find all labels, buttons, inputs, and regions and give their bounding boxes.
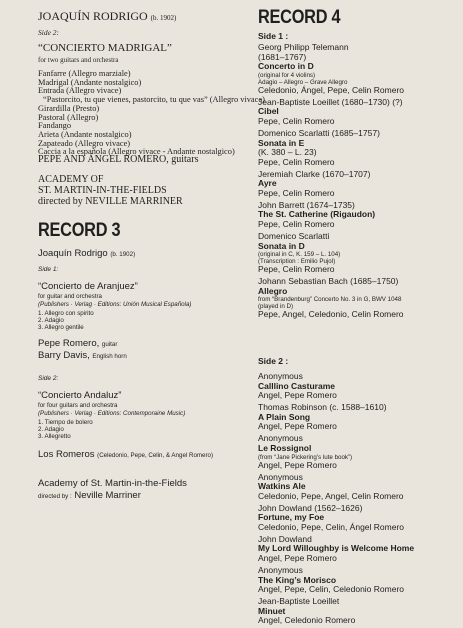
movement-item: 2. Adagio (38, 317, 64, 325)
performer-line (38, 350, 127, 361)
track-entry (258, 372, 458, 401)
composer-date: (b. 1902) (110, 251, 136, 258)
track-note: (original for 4 violins) (258, 71, 316, 79)
track-performers: Angel, Pepe, Celin, Celedonio Romero (258, 584, 405, 595)
track-entry (258, 201, 458, 230)
track-composer: Jean-Baptiste Loeillet (1680–1730) (?) (258, 96, 403, 107)
track-composer: John Barrett (1674–1735) (258, 199, 355, 210)
academy-block (38, 174, 183, 207)
movement-item: Caccia a la española (Allegro vivace - Andante nostalgico) (38, 147, 235, 157)
movement-item: 2. Adagio (38, 426, 64, 434)
track-title: Ayre (258, 178, 277, 189)
composer-name: JOAQUÍN RODRIGO (38, 9, 148, 23)
track-performers: Pepe, Celin Romero (258, 219, 335, 230)
track-entry (258, 535, 458, 564)
track-entry (258, 170, 458, 199)
work-title: “Concierto Andaluz” (38, 390, 122, 401)
movement-item: Zapateado (Allegro vivace) (38, 138, 131, 148)
movement-item: 3. Allegretto (38, 433, 71, 441)
conductor-name: Neville Marriner (74, 490, 141, 501)
track-performers: Pepe, Celin Romero (258, 156, 335, 167)
movement-item: 1. Allegro con spirito (38, 310, 94, 317)
track-title: Concerto in D (258, 61, 314, 72)
track-composer: Domenico Scarlatti (258, 231, 330, 242)
side-label: Side 2: (38, 28, 60, 37)
track-performers: Angel, Pepe Romero (258, 390, 337, 401)
track-entry (258, 232, 458, 275)
movement-item: Fanfarre (Allegro marziale) (38, 69, 131, 78)
movement-item: Pastoral (Allegro) (38, 112, 99, 122)
movement-list (38, 310, 94, 332)
record3-heading: RECORD 3 (38, 220, 121, 241)
track-title: The King’s Morisco (258, 574, 337, 585)
movement-list (38, 419, 93, 441)
track-entry (258, 277, 458, 320)
performer-role: guitar (101, 341, 118, 348)
track-composer: Thomas Robinson (c. 1588–1610) (258, 402, 387, 413)
track-composer: Anonymous (258, 433, 303, 444)
track-performers: (1681–1767) (258, 51, 307, 62)
track-entry (258, 434, 458, 470)
track-performers: Pepe, Angel, Celedonio, Celin Romero (258, 309, 404, 320)
track-composer: Domenico Scarlatti (1685–1757) (258, 127, 380, 138)
track-entry (258, 504, 458, 533)
track-composer: John Dowland (1562–1626) (258, 502, 363, 513)
track-title: A Plain Song (258, 411, 311, 422)
track-entry (258, 566, 458, 595)
performer-line (38, 338, 117, 349)
track-composer: Georg Philipp Telemann (258, 42, 349, 52)
performer-role: English horn (92, 353, 127, 360)
performer-name: Los Romeros (38, 449, 95, 460)
track-performers: Celedonio, Pepe, Angel, Celin Romero (258, 490, 404, 501)
track-title: Watkins Ale (258, 481, 306, 492)
movement-item: Fandango (38, 121, 72, 131)
track-entry (258, 43, 458, 95)
side2-track-list (258, 372, 458, 628)
conductor-line (38, 490, 141, 501)
track-note: (Transcription : Emilio Pujol) (258, 258, 336, 266)
academy-line: directed by NEVILLE MARRINER (38, 196, 183, 207)
movement-item: Arieta (Andante nostalgico) (38, 129, 132, 139)
track-performers: Celedonio, Ángel, Pepe, Celin Romero (258, 84, 405, 95)
side-label: Side 1 : (258, 31, 289, 41)
composer-date: (b. 1902) (150, 14, 177, 22)
work-subtitle: for two guitars and orchestra (38, 56, 119, 64)
movement-item: 3. Allegro gentile (38, 324, 84, 332)
track-title: Minuet (258, 605, 286, 616)
track-title: My Lord Willoughby is Welcome Home (258, 543, 415, 554)
track-entry (258, 98, 458, 127)
academy-line: Academy of St. Martin-in-the-Fields (38, 478, 187, 489)
track-title: Le Rossignol (258, 442, 312, 453)
publisher-note: (Publishers · Verlag · Editions: Unión Musical Española) (38, 301, 192, 308)
work-title: “Concierto de Aranjuez” (38, 281, 138, 292)
track-entry (258, 129, 458, 167)
track-entry (258, 403, 458, 432)
track-composer: Anonymous (258, 565, 303, 576)
track-entry (258, 597, 458, 626)
movement-list (38, 70, 265, 157)
track-title: Cibel (258, 106, 279, 117)
track-composer: John Dowland (258, 533, 312, 544)
movement-item: Entrada (Allegro vivace) (38, 86, 122, 96)
record4-heading: RECORD 4 (258, 7, 341, 28)
movement-item: “Pastorcito, tu que vienes, pastorcito, tu que vas” (Allegro vivace) (43, 95, 265, 105)
track-composer: Johann Sebastian Bach (1685–1750) (258, 276, 399, 287)
side-label: Side 2 : (258, 356, 289, 366)
composer-name: Joaquín Rodrigo (38, 248, 108, 259)
movement-item: 1. Tiempo de bolero (38, 419, 93, 426)
track-entry (258, 473, 458, 502)
track-performers: Angel, Pepe Romero (258, 553, 337, 564)
record3-composer (38, 248, 135, 259)
work-subtitle: for guitar and orchestra (38, 293, 102, 300)
side-label: Side 2: (38, 375, 59, 382)
performer-line (38, 449, 213, 460)
track-title: Sonata in E (258, 137, 305, 148)
track-note: (from “Jane Pickering’s lute book”) (258, 453, 353, 461)
track-composer: Anonymous (258, 371, 303, 381)
track-performers: Pepe, Celin Romero (258, 187, 335, 198)
performer-name: Barry Davis, (38, 350, 90, 361)
movement-item: Madrigal (Andante nostalgico) (38, 77, 142, 87)
work-subtitle: for four guitars and orchestra (38, 402, 118, 409)
track-composer: Jeremiah Clarke (1670–1707) (258, 168, 371, 179)
side-label: Side 1: (38, 266, 59, 273)
academy-line: ST. MARTIN-IN-THE-FIELDS (38, 185, 167, 196)
work-title: “CONCIERTO MADRIGAL” (38, 42, 172, 54)
track-title: Allegro (258, 285, 288, 296)
directed-by-label: directed by : (38, 493, 72, 500)
track-performers: (K. 380 – L. 23) (258, 147, 317, 158)
track-performers: Angel, Pepe Romero (258, 421, 337, 432)
track-note: (played in D) (258, 303, 294, 311)
track-performers: Angel, Celedonio Romero (258, 615, 356, 626)
side1-track-list (258, 43, 458, 322)
academy-line: ACADEMY OF (38, 174, 104, 185)
track-performers: Pepe, Celin Romero (258, 264, 335, 275)
track-performers: Angel, Pepe Romero (258, 459, 337, 470)
track-composer: Jean-Baptiste Loeillet (258, 596, 340, 607)
composer-heading (38, 9, 176, 24)
performer-detail: (Celedonio, Pepe, Celin, & Angel Romero) (97, 452, 214, 459)
track-composer: Anonymous (258, 471, 303, 482)
publisher-note: (Publishers · Verlag · Editions: Contemporaine Music) (38, 410, 186, 417)
track-performers: Celedonio, Pepe, Celin, Ángel Romero (258, 521, 405, 532)
performer-name: Pepe Romero, (38, 338, 100, 349)
movement-item: Girardilla (Presto) (38, 103, 100, 113)
track-note: from “Brandenburg” Concerto No. 3 in G, BWV 1048 (258, 296, 402, 304)
track-performers: Pepe, Celin Romero (258, 115, 335, 126)
track-title: The St. Catherine (Rigaudon) (258, 209, 376, 220)
track-note: Adagio – Allegro – Grave Allegro (258, 78, 348, 86)
performers: PEPE AND ÁNGEL ROMERO, guitars (38, 154, 199, 165)
track-note: (original in C, K. 159 – L. 104) (258, 251, 341, 259)
track-title: Sonata in D (258, 240, 305, 251)
track-title: Calllino Casturame (258, 380, 335, 391)
track-title: Fortune, my Foe (258, 512, 325, 523)
